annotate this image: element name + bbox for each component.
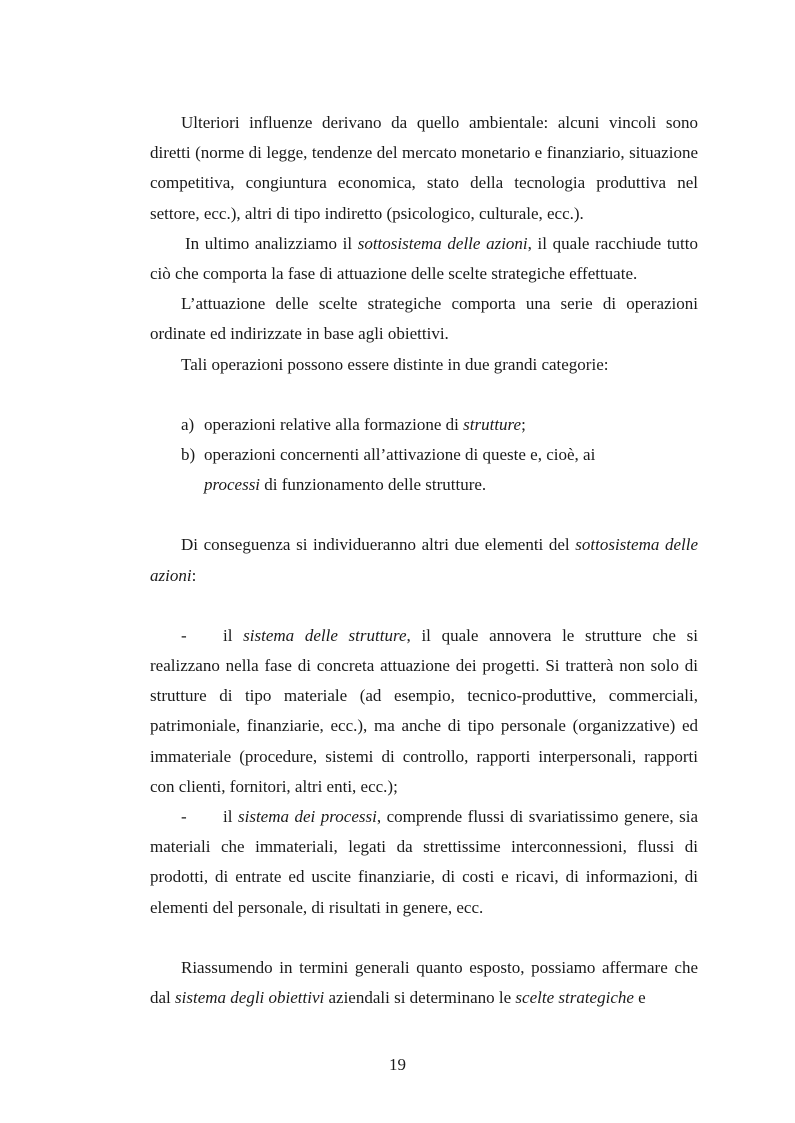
spacer [150, 380, 698, 410]
spacer [150, 591, 698, 621]
spacer [150, 500, 698, 530]
text-run: il [223, 807, 238, 827]
text-run: , il quale racchiude tutto ciò che comporta la fase di attuazione delle scelte strategiche effettuate. [150, 233, 698, 284]
text-run: il [223, 625, 244, 645]
italic-term: sistema delle strutture [243, 625, 407, 645]
italic-term: sottosistema delle azioni [150, 535, 698, 585]
text-run: aziendali si determinano le [324, 988, 516, 1008]
paragraph-implementation: L’attuazione delle scelte strategiche comporta una serie di operazioni ordinate ed indirizzate in base agli obiettivi. [150, 294, 698, 344]
dash-item-structures [150, 621, 698, 802]
text-run: , il quale annovera le strutture che si realizzano nella fase di concreta attuazione dei progetti. Si tratterà non solo di strutture di tipo materiale (ad esempio, tecnico-produttive, commerciali, patrimoniale, finanziarie, ecc.), ma anche di tipo personale (organizzative) ed immateriale (procedure, sistemi di controllo, rapporti interpersonali, rapporti con clienti, fornitori, altri enti, ecc.); [150, 625, 698, 796]
list-marker: a) [181, 414, 195, 434]
text-run: di funzionamento delle strutture. [260, 475, 487, 495]
text-run: operazioni concernenti all’attivazione di queste e, cioè, ai [204, 445, 596, 465]
document-page [150, 108, 698, 1013]
text-run: Di conseguenza si individueranno altri due elementi del [181, 535, 576, 555]
italic-term: processi [204, 475, 261, 495]
italic-term: strutture [463, 414, 522, 434]
dash-item-processes [150, 802, 698, 923]
text-run: Riassumendo in termini generali quanto esposto, possiamo affermare che dal [150, 957, 698, 1008]
paragraph-categories-intro: Tali operazioni possono essere distinte in due grandi categorie: [181, 354, 609, 374]
text-run: operazioni relative alla formazione di [204, 414, 464, 434]
text-run: ; [521, 414, 526, 434]
paragraph-actions-subsystem [150, 229, 698, 289]
list-item-b [150, 440, 698, 500]
paragraph-consequence [150, 530, 698, 590]
italic-term: sottosistema delle azioni [357, 233, 528, 253]
list-marker: b) [181, 445, 196, 465]
list-item-a [150, 410, 698, 440]
text-run: : [191, 565, 197, 585]
italic-term: sistema dei processi [237, 807, 377, 827]
text-run: In ultimo analizziamo il [185, 233, 358, 253]
spacer [150, 923, 698, 953]
dash-marker: - [181, 625, 187, 645]
italic-term: scelte strategiche [515, 988, 634, 1008]
paragraph-environmental-influences: Ulteriori influenze derivano da quello ambientale: alcuni vincoli sono diretti (norme di legge, tendenze del mercato monetario e finanziario, situazione competitiva, congiuntura economica, stato della tecnologia produttiva nel settore, ecc.), altri di tipo indiretto (psicologico, culturale, ecc.). [150, 113, 698, 223]
page-number: 19 [389, 1055, 406, 1074]
dash-marker: - [181, 807, 187, 827]
text-run: , comprende flussi di svariatissimo genere, sia materiali che immateriali, legati da strettissime interconnessioni, flussi di prodotti, di entrate ed uscite finanziarie, di costi e ricavi, di informazioni, di elementi del personale, di risultati in genere, ecc. [150, 807, 698, 917]
text-run: e [633, 988, 646, 1008]
italic-term: sistema degli obiettivi [175, 988, 325, 1008]
paragraph-summary [150, 953, 698, 1013]
